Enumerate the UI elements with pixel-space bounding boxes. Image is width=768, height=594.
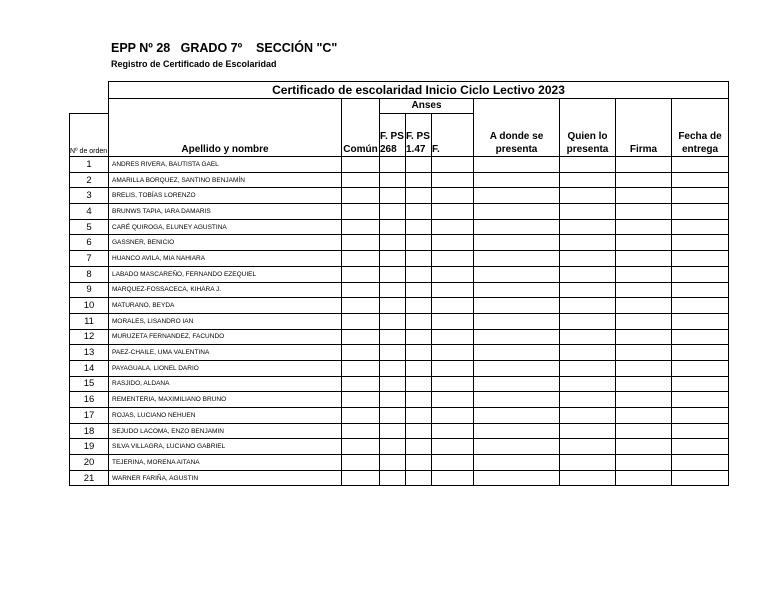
fps147-cell [406, 408, 432, 424]
fecha-cell [672, 329, 729, 345]
firma-cell [616, 157, 672, 173]
fecha-cell [672, 204, 729, 220]
table-row [70, 157, 729, 173]
comun-cell [342, 251, 380, 267]
student-name: GASSNER, BENICIO [109, 235, 342, 251]
fecha-cell [672, 235, 729, 251]
table-row [70, 470, 729, 486]
order-number: 6 [70, 235, 109, 251]
fps268-cell [380, 345, 406, 361]
quien-cell [560, 470, 616, 486]
col-header-f: F. [432, 114, 474, 157]
destino-cell [474, 298, 560, 314]
student-name: AMARILLA BORQUEZ, SANTINO BENJAMÍN [109, 172, 342, 188]
destino-cell [474, 172, 560, 188]
table-row [70, 376, 729, 392]
destino-cell [474, 266, 560, 282]
table-row [70, 235, 729, 251]
quien-cell [560, 423, 616, 439]
fecha-cell [672, 455, 729, 471]
comun-cell [342, 172, 380, 188]
fecha-cell [672, 470, 729, 486]
order-number: 4 [70, 204, 109, 220]
order-number: 21 [70, 470, 109, 486]
table-row [70, 439, 729, 455]
f-cell [432, 188, 474, 204]
fps268-cell [380, 282, 406, 298]
f-cell [432, 235, 474, 251]
fps268-cell [380, 408, 406, 424]
table-row [70, 251, 729, 267]
comun-cell [342, 298, 380, 314]
quien-cell [560, 360, 616, 376]
table-row [70, 204, 729, 220]
order-number: 17 [70, 408, 109, 424]
f-cell [432, 157, 474, 173]
table-row [70, 219, 729, 235]
fps147-cell [406, 455, 432, 471]
f-cell [432, 408, 474, 424]
destino-cell [474, 392, 560, 408]
comun-cell [342, 204, 380, 220]
comun-cell [342, 345, 380, 361]
fps268-cell [380, 329, 406, 345]
firma-cell [616, 439, 672, 455]
comun-cell [342, 329, 380, 345]
table-row [70, 360, 729, 376]
fps147-cell [406, 157, 432, 173]
order-number: 15 [70, 376, 109, 392]
student-rows [70, 157, 729, 486]
col-header-fps147: F. PS 1.47 [406, 114, 432, 157]
fps268-cell [380, 470, 406, 486]
student-name: MORALES, LISANDRO IAN [109, 313, 342, 329]
quien-cell [560, 376, 616, 392]
table-row [70, 313, 729, 329]
destino-cell [474, 455, 560, 471]
fps268-cell [380, 392, 406, 408]
fps147-cell [406, 266, 432, 282]
fecha-cell [672, 408, 729, 424]
order-number: 14 [70, 360, 109, 376]
fecha-cell [672, 188, 729, 204]
firma-cell [616, 219, 672, 235]
firma-cell [616, 204, 672, 220]
order-number: 2 [70, 172, 109, 188]
comun-cell [342, 423, 380, 439]
f-cell [432, 204, 474, 220]
firma-cell [616, 282, 672, 298]
order-number: 11 [70, 313, 109, 329]
firma-cell [616, 360, 672, 376]
col-header-comun: Común [342, 99, 380, 157]
quien-cell [560, 204, 616, 220]
fps268-cell [380, 439, 406, 455]
destino-cell [474, 470, 560, 486]
certificate-registry-table [69, 81, 729, 486]
fps268-cell [380, 251, 406, 267]
order-number: 19 [70, 439, 109, 455]
comun-cell [342, 219, 380, 235]
f-cell [432, 345, 474, 361]
comun-cell [342, 470, 380, 486]
document-header [111, 40, 337, 70]
fecha-cell [672, 439, 729, 455]
firma-cell [616, 313, 672, 329]
firma-cell [616, 235, 672, 251]
table-row [70, 455, 729, 471]
fps147-cell [406, 423, 432, 439]
quien-cell [560, 313, 616, 329]
destino-cell [474, 376, 560, 392]
fps268-cell [380, 298, 406, 314]
col-header-destino: A donde se presenta [474, 99, 560, 157]
student-name: BRELIS, TOBÍAS LORENZO [109, 188, 342, 204]
student-name: MURUZETA FERNANDEZ, FACUNDO [109, 329, 342, 345]
table-row [70, 188, 729, 204]
comun-cell [342, 157, 380, 173]
col-header-name: Apellido y nombre [109, 99, 342, 157]
comun-cell [342, 235, 380, 251]
destino-cell [474, 282, 560, 298]
registry-subtitle: Registro de Certificado de Escolaridad [111, 59, 277, 69]
fecha-cell [672, 298, 729, 314]
blank-corner-2 [70, 99, 109, 114]
fps268-cell [380, 204, 406, 220]
table-row [70, 282, 729, 298]
col-header-quien: Quien lo presenta [560, 99, 616, 157]
quien-cell [560, 172, 616, 188]
fecha-cell [672, 313, 729, 329]
fps147-cell [406, 376, 432, 392]
fecha-cell [672, 392, 729, 408]
fecha-cell [672, 219, 729, 235]
destino-cell [474, 360, 560, 376]
f-cell [432, 470, 474, 486]
table-row [70, 172, 729, 188]
fps147-cell [406, 235, 432, 251]
table-row [70, 423, 729, 439]
order-number: 10 [70, 298, 109, 314]
student-name: HUANCO AVILA, MIA NAHIARA [109, 251, 342, 267]
order-number: 13 [70, 345, 109, 361]
fps147-cell [406, 313, 432, 329]
fps147-cell [406, 439, 432, 455]
student-name: ROJAS, LUCIANO NEHUEN [109, 408, 342, 424]
fps268-cell [380, 157, 406, 173]
fps268-cell [380, 455, 406, 471]
col-header-order: Nº de orden [70, 114, 109, 157]
table-row [70, 392, 729, 408]
fps268-cell [380, 360, 406, 376]
col-header-fps268: F. PS 268 [380, 114, 406, 157]
fps147-cell [406, 251, 432, 267]
comun-cell [342, 455, 380, 471]
fps147-cell [406, 282, 432, 298]
student-name: ANDRES RIVERA, BAUTISTA GAEL [109, 157, 342, 173]
fps147-cell [406, 298, 432, 314]
student-name: TEJERINA, MORENA AITANA [109, 455, 342, 471]
fecha-cell [672, 172, 729, 188]
quien-cell [560, 439, 616, 455]
destino-cell [474, 251, 560, 267]
order-number: 18 [70, 423, 109, 439]
firma-cell [616, 376, 672, 392]
quien-cell [560, 298, 616, 314]
order-number: 3 [70, 188, 109, 204]
f-cell [432, 376, 474, 392]
fps268-cell [380, 172, 406, 188]
quien-cell [560, 157, 616, 173]
f-cell [432, 172, 474, 188]
destino-cell [474, 423, 560, 439]
fecha-cell [672, 345, 729, 361]
firma-cell [616, 345, 672, 361]
firma-cell [616, 392, 672, 408]
f-cell [432, 439, 474, 455]
student-name: REMENTERIA, MAXIMILIANO BRUNO [109, 392, 342, 408]
student-name: PAEZ-CHAILE, UMA VALENTINA [109, 345, 342, 361]
f-cell [432, 282, 474, 298]
anses-group-header: Anses [380, 99, 474, 114]
destino-cell [474, 345, 560, 361]
quien-cell [560, 282, 616, 298]
order-number: 20 [70, 455, 109, 471]
comun-cell [342, 392, 380, 408]
comun-cell [342, 282, 380, 298]
f-cell [432, 455, 474, 471]
order-number: 12 [70, 329, 109, 345]
firma-cell [616, 188, 672, 204]
f-cell [432, 360, 474, 376]
destino-cell [474, 408, 560, 424]
quien-cell [560, 329, 616, 345]
fecha-cell [672, 266, 729, 282]
fps147-cell [406, 470, 432, 486]
quien-cell [560, 188, 616, 204]
firma-cell [616, 408, 672, 424]
blank-corner [70, 82, 109, 99]
fecha-cell [672, 376, 729, 392]
fps147-cell [406, 392, 432, 408]
f-cell [432, 392, 474, 408]
quien-cell [560, 251, 616, 267]
firma-cell [616, 251, 672, 267]
order-number: 9 [70, 282, 109, 298]
col-header-firma: Firma [616, 99, 672, 157]
firma-cell [616, 455, 672, 471]
f-cell [432, 298, 474, 314]
table-row [70, 345, 729, 361]
comun-cell [342, 266, 380, 282]
firma-cell [616, 329, 672, 345]
order-number: 5 [70, 219, 109, 235]
fps268-cell [380, 376, 406, 392]
fps268-cell [380, 219, 406, 235]
student-name: SILVA VILLAGRA, LUCIANO GABRIEL [109, 439, 342, 455]
fps268-cell [380, 423, 406, 439]
fps147-cell [406, 188, 432, 204]
f-cell [432, 251, 474, 267]
table-row [70, 298, 729, 314]
student-name: RASJIDO, ALDANA [109, 376, 342, 392]
comun-cell [342, 188, 380, 204]
firma-cell [616, 266, 672, 282]
destino-cell [474, 219, 560, 235]
destino-cell [474, 235, 560, 251]
f-cell [432, 313, 474, 329]
destino-cell [474, 157, 560, 173]
fecha-cell [672, 282, 729, 298]
col-header-fecha: Fecha de entrega [672, 99, 729, 157]
order-number: 16 [70, 392, 109, 408]
fps268-cell [380, 235, 406, 251]
student-name: WARNER FARIÑA, AGUSTIN [109, 470, 342, 486]
fps147-cell [406, 345, 432, 361]
f-cell [432, 423, 474, 439]
fecha-cell [672, 157, 729, 173]
student-name: BRUNWS TAPIA, IARA DAMARIS [109, 204, 342, 220]
firma-cell [616, 423, 672, 439]
fps268-cell [380, 266, 406, 282]
firma-cell [616, 298, 672, 314]
student-name: PAYAGUALA, LIONEL DARIO [109, 360, 342, 376]
table-row [70, 329, 729, 345]
quien-cell [560, 392, 616, 408]
student-name: SEJUDO LACOMA, ENZO BENJAMIN [109, 423, 342, 439]
fps268-cell [380, 188, 406, 204]
comun-cell [342, 439, 380, 455]
destino-cell [474, 188, 560, 204]
destino-cell [474, 329, 560, 345]
firma-cell [616, 470, 672, 486]
fps268-cell [380, 313, 406, 329]
fps147-cell [406, 204, 432, 220]
school-grade-section: EPP Nº 28 GRADO 7º SECCIÓN "C" [111, 41, 338, 55]
comun-cell [342, 360, 380, 376]
table-row [70, 408, 729, 424]
firma-cell [616, 172, 672, 188]
fps147-cell [406, 172, 432, 188]
comun-cell [342, 313, 380, 329]
fps147-cell [406, 329, 432, 345]
destino-cell [474, 313, 560, 329]
f-cell [432, 219, 474, 235]
table-title: Certificado de escolaridad Inicio Ciclo Lectivo 2023 [109, 82, 729, 99]
quien-cell [560, 345, 616, 361]
student-name: LABADO MASCAREÑO, FERNANDO EZEQUIEL [109, 266, 342, 282]
order-number: 8 [70, 266, 109, 282]
comun-cell [342, 376, 380, 392]
f-cell [432, 329, 474, 345]
quien-cell [560, 455, 616, 471]
student-name: MARQUEZ-FOSSACECA, KIHARA J. [109, 282, 342, 298]
fps147-cell [406, 219, 432, 235]
order-number: 1 [70, 157, 109, 173]
quien-cell [560, 266, 616, 282]
quien-cell [560, 408, 616, 424]
quien-cell [560, 235, 616, 251]
fecha-cell [672, 360, 729, 376]
fecha-cell [672, 423, 729, 439]
table-row [70, 266, 729, 282]
quien-cell [560, 219, 616, 235]
f-cell [432, 266, 474, 282]
order-number: 7 [70, 251, 109, 267]
student-name: CARÉ QUIROGA, ELUNEY AGUSTINA [109, 219, 342, 235]
destino-cell [474, 439, 560, 455]
destino-cell [474, 204, 560, 220]
fps147-cell [406, 360, 432, 376]
fecha-cell [672, 251, 729, 267]
comun-cell [342, 408, 380, 424]
student-name: MATURANO, BEYDA [109, 298, 342, 314]
